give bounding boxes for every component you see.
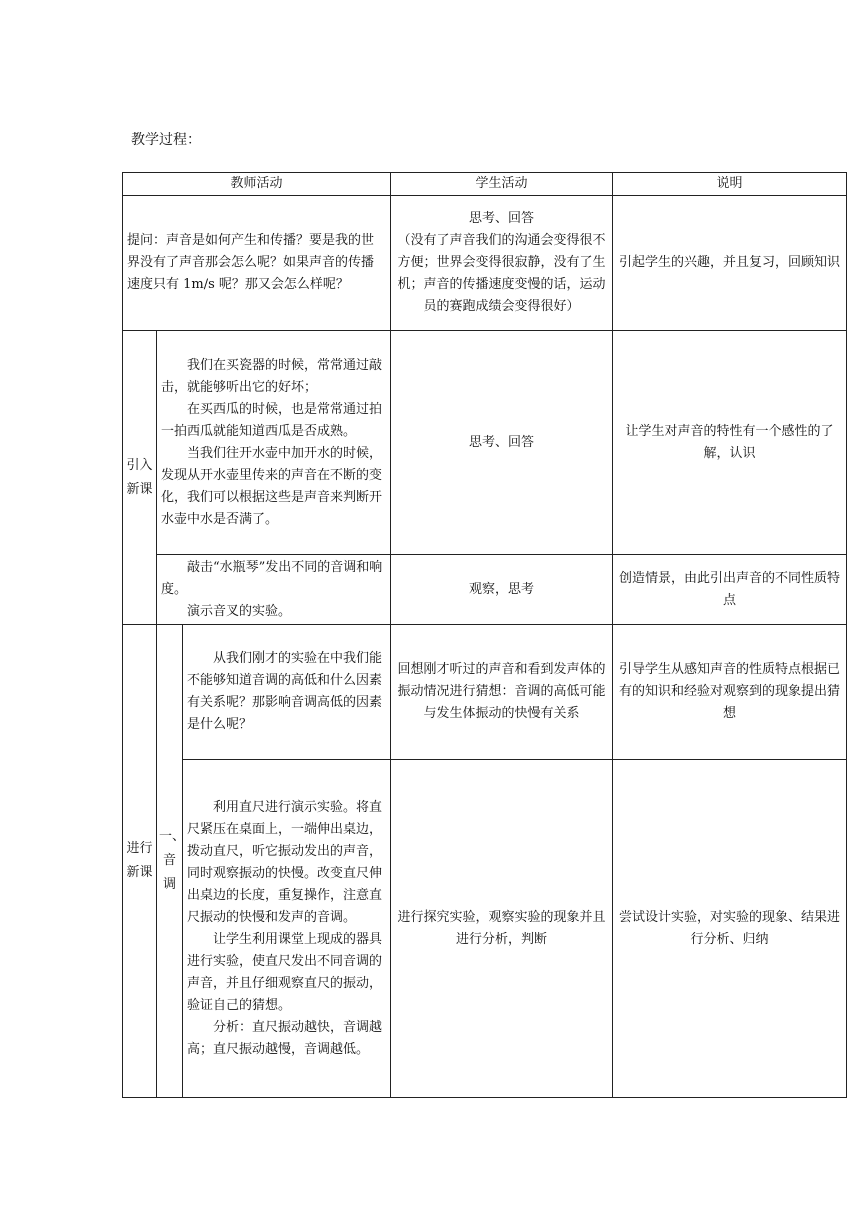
row1-teacher-cell (123, 196, 391, 331)
new-b-student-cell: 进行探究实验，观察实验的现象并且进行分析，判断 (391, 760, 613, 1098)
lesson-table (122, 172, 847, 1098)
new-a-teacher-text: 从我们刚才的实验在中我们能不能够知道音调的高低和什么因素有关系呢？那影响音调高低的因素是什么呢？ (187, 651, 383, 732)
intro-b-para-2: 演示音叉的实验。 (187, 603, 292, 619)
table-row (123, 760, 847, 1098)
table-row (123, 555, 847, 625)
new-b-para-2: 让学生利用课堂上现成的器具进行实验，使直尺发出不同音调的声音，并且仔细观察直尺的振动，验证自己的猜想。 (187, 931, 383, 1013)
new-a-note-cell: 引导学生从感知声音的性质特点根据已有的知识和经验对观察到的现象提出猜想 (613, 625, 847, 760)
new-a-student-cell: 回想刚才听过的声音和看到发声体的振动情况进行猜想：音调的高低可能与发生体振动的快慢有关系 (391, 625, 613, 760)
new-b-para-1: 利用直尺进行演示实验。将直尺紧压在桌面上，一端伸出桌边，拨动直尺，听它振动发出的声音，同时观察振动的快慢。改变直尺伸出桌边的长度，重复操作，注意直尺振动的快慢和发声的音调。 (187, 799, 383, 925)
intro-b-student-cell: 观察，思考 (391, 555, 613, 625)
new-b-teacher-cell (183, 760, 391, 1098)
intro-a-note-cell: 让学生对声音的特性有一个感性的了解，认识 (613, 331, 847, 555)
intro-a-para-2: 在买西瓜的时候，也是常常通过拍一拍西瓜就能知道西瓜是否成熟。 (161, 401, 383, 439)
row1-student-title: 思考、回答 (469, 211, 535, 226)
row1-teacher-text: 提问：声音是如何产生和传播？要是我的世界没有了声音那会怎么呢？如果声音的传播速度只有 1m/s 呢？那又会怎么样呢？ (127, 233, 375, 292)
sub-label-pitch: 一、音调 (157, 625, 183, 1098)
intro-a-para-1: 我们在买瓷器的时候，常常通过敲击，就能够听出它的好坏； (161, 357, 383, 395)
header-student: 学生活动 (391, 173, 613, 196)
intro-b-note-cell: 创造情景，由此引出声音的不同性质特点 (613, 555, 847, 625)
new-a-teacher-cell (183, 625, 391, 760)
new-b-note-cell: 尝试设计实验，对实验的现象、结果进行分析、归纳 (613, 760, 847, 1098)
row1-student-cell (391, 196, 613, 331)
table-header-row (123, 173, 847, 196)
intro-a-student-cell: 思考、回答 (391, 331, 613, 555)
table-row (123, 196, 847, 331)
new-b-para-3: 分析：直尺振动越快，音调越高；直尺振动越慢，音调越低。 (187, 1019, 383, 1057)
intro-b-teacher-cell (157, 555, 391, 625)
intro-a-teacher-cell (157, 331, 391, 555)
header-note: 说明 (613, 173, 847, 196)
header-teacher: 教师活动 (123, 173, 391, 196)
section-label-intro: 引入新课 (123, 331, 157, 625)
row1-note-cell: 引起学生的兴趣，并且复习，回顾知识 (613, 196, 847, 331)
intro-b-para-1: 敲击“水瓶琴”发出不同的音调和响度。 (161, 559, 383, 597)
table-row (123, 625, 847, 760)
row1-student-detail: （没有了声音我们的沟通会变得很不方便；世界会变得很寂静，没有了生机；声音的传播速度变慢的话，运动员的赛跑成绩会变得很好） (397, 233, 606, 314)
intro-a-para-3: 当我们往开水壶中加开水的时候，发现从开水壶里传来的声音在不断的变化，我们可以根据这些是声音来判断开水壶中水是否满了。 (161, 445, 383, 527)
section-label-new: 进行新课 (123, 625, 157, 1098)
table-row (123, 331, 847, 555)
section-heading: 教学过程： (131, 132, 201, 148)
